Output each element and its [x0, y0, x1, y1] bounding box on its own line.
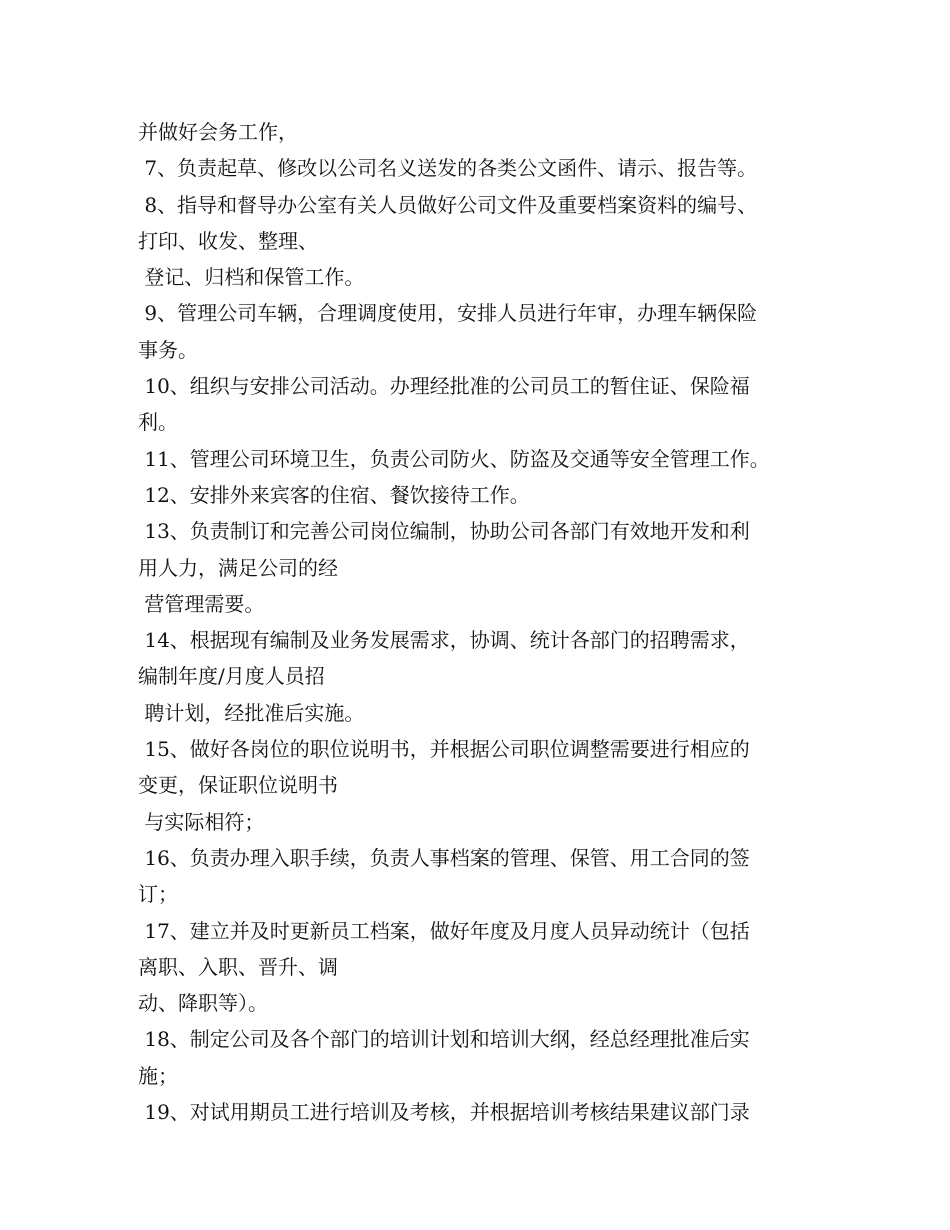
text-line: 与实际相符；	[138, 809, 265, 834]
text-line: 10、组织与安排公司活动。办理经批准的公司员工的暂住证、保险福	[138, 374, 750, 399]
text-line: 14、根据现有编制及业务发展需求，协调、统计各部门的招聘需求，	[138, 628, 750, 653]
text-line: 营管理需要。	[138, 591, 265, 616]
text-line: 利。	[138, 410, 178, 435]
text-line: 动、降职等）。	[138, 991, 268, 1016]
text-line: 并做好会务工作，	[138, 120, 298, 144]
text-line: 13、负责制订和完善公司岗位编制，协助公司各部门有效地开发和利	[138, 519, 750, 544]
text-line: 离职、入职、晋升、调	[138, 954, 338, 979]
text-line: 订；	[138, 882, 178, 907]
text-line: 17、建立并及时更新员工档案，做好年度及月度人员异动统计（包括	[138, 918, 750, 943]
text-line: 9、管理公司车辆，合理调度使用，安排人员进行年审，办理车辆保险	[138, 301, 758, 326]
text-line: 登记、归档和保管工作。	[138, 265, 365, 290]
document-body	[138, 114, 828, 1130]
text-line: 编制年度/月度人员招	[138, 664, 325, 689]
text-line: 打印、收发、整理、	[138, 228, 318, 253]
text-line: 变更，保证职位说明书	[138, 773, 338, 798]
text-line: 19、对试用期员工进行培训及考核，并根据培训考核结果建议部门录	[138, 1100, 750, 1125]
text-line: 16、负责办理入职手续，负责人事档案的管理、保管、用工合同的签	[138, 845, 750, 870]
text-line: 7、负责起草、修改以公司名义送发的各类公文函件、请示、报告等。	[138, 156, 758, 181]
text-line: 18、制定公司及各个部门的培训计划和培训大纲，经总经理批准后实	[138, 1027, 750, 1052]
text-line: 事务。	[138, 337, 198, 362]
text-line: 施；	[138, 1063, 178, 1088]
text-line: 用人力，满足公司的经	[138, 555, 338, 580]
text-line: 15、做好各岗位的职位说明书，并根据公司职位调整需要进行相应的	[138, 737, 750, 762]
text-line: 11、管理公司环境卫生，负责公司防火、防盗及交通等安全管理工作。	[138, 446, 770, 471]
text-line: 聘计划，经批准后实施。	[138, 700, 365, 725]
text-line: 12、安排外来宾客的住宿、餐饮接待工作。	[138, 482, 530, 507]
text-line: 8、指导和督导办公室有关人员做好公司文件及重要档案资料的编号、	[138, 192, 758, 217]
